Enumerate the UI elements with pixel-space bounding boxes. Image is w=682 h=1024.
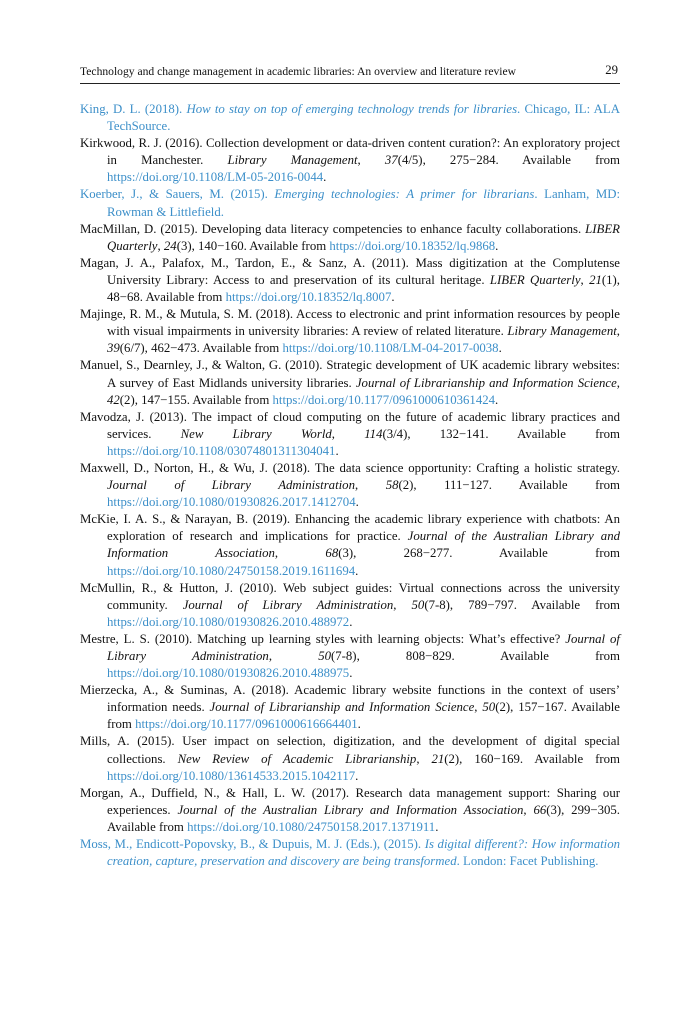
reference-entry: [80, 460, 620, 511]
reference-entry[interactable]: [80, 836, 620, 870]
reference-entry: [80, 631, 620, 682]
doi-link[interactable]: https://doi.org/10.1177/0961000616664401: [135, 717, 358, 732]
header-rule: [80, 83, 620, 84]
reference-italic-text: New Library World: [180, 426, 332, 441]
reference-text: .: [357, 717, 361, 732]
reference-text: ,: [157, 238, 164, 253]
doi-link[interactable]: https://doi.org/10.1080/13614533.2015.1042117: [107, 768, 356, 783]
reference-text: (6/7), 462−473. Available from: [119, 341, 283, 356]
reference-italic-text: LIBER Quarterly: [107, 221, 620, 253]
reference-text: .: [435, 819, 439, 834]
reference-text: Moss, M., Endicott-Popovsky, B., & Dupuis, M. J. (Eds.), (2015).: [80, 837, 425, 852]
reference-text: Maxwell, D., Norton, H., & Wu, J. (2018). The data science opportunity: Crafting a holistic strategy.: [80, 460, 620, 475]
doi-link[interactable]: https://doi.org/10.1108/LM-04-2017-0038: [282, 341, 499, 356]
reference-entry: [80, 682, 620, 733]
reference-italic-text: 39: [107, 341, 120, 356]
reference-italic-text: Journal of Library Administration: [182, 597, 394, 612]
reference-text: . Lanham, MD: Rowman & Littlefield.: [107, 187, 620, 219]
reference-text: Kirkwood, R. J. (2016). Collection development or data-driven content curation?: An exploratory project in Manchester.: [80, 136, 620, 168]
running-header: [80, 63, 620, 83]
reference-text: .: [349, 614, 353, 629]
reference-entry: [80, 255, 620, 306]
reference-text: .: [495, 392, 499, 407]
running-title: Technology and change management in academic libraries: An overview and literature review: [80, 65, 517, 78]
reference-italic-text: 50: [482, 700, 496, 715]
reference-text: .: [391, 290, 395, 305]
reference-entry: [80, 135, 620, 186]
reference-text: . London: Facet Publishing.: [456, 854, 599, 869]
reference-italic-text: Library Management: [227, 153, 358, 168]
reference-text: Magan, J. A., Palafox, M., Tardon, E., & Sanz, A. (2011). Mass digitization at the Complutense University Library: Access to and preservation of its cultural heritage.: [80, 255, 620, 287]
doi-link[interactable]: https://doi.org/10.1080/24750158.2017.1371911: [187, 819, 436, 834]
reference-italic-text: 58: [385, 478, 399, 493]
reference-italic-text: 21: [431, 751, 445, 766]
doi-link[interactable]: https://doi.org/10.18352/lq.9868: [329, 238, 496, 253]
reference-text: (2), 157−167. Available from: [107, 700, 620, 732]
reference-italic-text: 50: [318, 649, 331, 663]
reference-text: (2), 147−155. Available from: [119, 392, 273, 407]
reference-italic-text: New Review of Academic Librarianship: [177, 751, 417, 766]
reference-text: .: [355, 768, 359, 783]
reference-text: Mierzecka, A., & Suminas, A. (2018). Academic library website functions in the context of users’ information needs.: [80, 683, 620, 715]
reference-italic-text: Journal of Library Administration: [107, 631, 620, 663]
reference-text: Mills, A. (2015). User impact on selection, digitization, and the development of digital special collections.: [80, 734, 620, 766]
reference-text: .: [495, 238, 499, 253]
reference-text: ,: [523, 802, 534, 817]
reference-italic-text: Journal of the Australian Library and Information Association: [107, 529, 620, 561]
reference-text: King, D. L. (2018).: [80, 102, 187, 116]
reference-text: (7-8), 789−797. Available from: [424, 597, 620, 612]
reference-text: ,: [274, 546, 326, 561]
reference-text: (1), 48−68. Available from: [107, 272, 620, 305]
reference-italic-text: How to stay on top of emerging technology trends for libraries: [186, 102, 518, 116]
reference-text: ,: [354, 478, 386, 493]
reference-text: (3), 140−160. Available from: [176, 238, 330, 253]
reference-entry[interactable]: [80, 186, 620, 220]
reference-italic-text: Journal of Librarianship and Information Science: [355, 375, 617, 390]
reference-entry: [80, 580, 620, 631]
reference-text: (3), 299−305. Available from: [107, 802, 620, 834]
reference-text: MacMillan, D. (2015). Developing data literacy competencies to enhance faculty collaborations.: [80, 221, 586, 236]
reference-italic-text: Is digital different?: How information creation, capture, preservation and discovery are being transformed: [107, 837, 620, 869]
reference-italic-text: 114: [364, 426, 383, 441]
reference-text: (3), 268−277. Available from: [338, 546, 620, 561]
doi-link[interactable]: https://doi.org/10.1080/01930826.2010.488972: [107, 614, 350, 629]
reference-entry: [80, 409, 620, 460]
reference-text: ,: [474, 700, 483, 715]
reference-entry: [80, 511, 620, 579]
doi-link[interactable]: https://doi.org/10.18352/lq.8007: [225, 290, 392, 305]
reference-text: (2), 160−169. Available from: [444, 751, 620, 766]
reference-italic-text: Journal of Library Administration: [107, 478, 355, 493]
reference-entry: [80, 785, 620, 836]
reference-entry: [80, 357, 620, 408]
reference-italic-text: Emerging technologies: A primer for librarians: [274, 187, 535, 202]
reference-text: ,: [580, 272, 590, 287]
reference-italic-text: Journal of Librarianship and Information Science: [209, 700, 475, 715]
reference-text: ,: [393, 597, 412, 612]
reference-text: Mestre, L. S. (2010). Matching up learning styles with learning objects: What’s effective?: [80, 631, 566, 646]
reference-italic-text: 21: [589, 272, 602, 287]
reference-list: [80, 101, 620, 870]
doi-link[interactable]: https://doi.org/10.1108/03074801311304041: [107, 443, 336, 458]
reference-text: (7-8), 808−829. Available from: [330, 649, 620, 663]
reference-text: McKie, I. A. S., & Narayan, B. (2019). Enhancing the academic library experience with chatbots: An exploration of research and implications for practice.: [80, 512, 620, 544]
reference-text: .: [355, 563, 359, 578]
reference-text: .: [498, 341, 502, 356]
reference-italic-text: 42: [107, 392, 120, 407]
reference-entry: [80, 306, 620, 357]
reference-italic-text: Journal of the Australian Library and Information Association: [177, 802, 524, 817]
reference-text: ,: [268, 649, 319, 663]
reference-text: ,: [616, 375, 620, 390]
reference-text: . Chicago, IL: ALA TechSource.: [107, 102, 620, 134]
reference-text: (3/4), 132−141. Available from: [382, 426, 620, 441]
reference-text: (4/5), 275−284. Available from: [397, 153, 620, 168]
reference-text: Majinge, R. M., & Mutula, S. M. (2018). Access to electronic and print information resources by people with visual impairments in university libraries: A review of related literature.: [80, 307, 620, 339]
page-number: 29: [605, 63, 618, 77]
doi-link[interactable]: https://doi.org/10.1080/01930826.2010.488975: [107, 666, 350, 681]
reference-entry[interactable]: [80, 101, 620, 135]
reference-italic-text: 68: [325, 546, 339, 561]
reference-italic-text: Library Management: [507, 324, 617, 339]
reference-text: .: [335, 443, 339, 458]
reference-text: (2), 111−127. Available from: [398, 478, 620, 493]
reference-text: ,: [331, 426, 365, 441]
reference-text: Mavodza, J. (2013). The impact of cloud computing on the future of academic library practices and services.: [80, 409, 620, 441]
reference-text: Manuel, S., Dearnley, J., & Walton, G. (2010). Strategic development of UK academic library websites: A survey of East Midlands university libraries.: [80, 358, 620, 390]
reference-italic-text: LIBER Quarterly: [489, 272, 581, 287]
reference-text: .: [349, 666, 353, 681]
doi-link[interactable]: https://doi.org/10.1080/24750158.2019.1611694: [107, 563, 356, 578]
reference-text: ,: [616, 324, 620, 339]
reference-entry: [80, 221, 620, 255]
reference-text: Koerber, J., & Sauers, M. (2015).: [80, 187, 275, 202]
reference-italic-text: 24: [163, 238, 177, 253]
reference-entry: [80, 733, 620, 784]
reference-text: ,: [416, 751, 432, 766]
reference-text: Morgan, A., Duffield, N., & Hall, L. W. (2017). Research data management support: Sharing our experiences.: [80, 785, 620, 817]
reference-italic-text: 37: [384, 153, 398, 168]
reference-italic-text: 66: [533, 802, 547, 817]
doi-link[interactable]: https://doi.org/10.1177/0961000610361424: [272, 392, 496, 407]
doi-link[interactable]: https://doi.org/10.1108/LM-05-2016-0044: [107, 170, 324, 185]
reference-italic-text: 50: [411, 597, 425, 612]
reference-text: McMullin, R., & Hutton, J. (2010). Web subject guides: Virtual connections across the university community.: [80, 580, 620, 612]
reference-text: ,: [357, 153, 385, 168]
doi-link[interactable]: https://doi.org/10.1080/01930826.2017.1412704: [107, 495, 356, 510]
reference-text: .: [323, 170, 327, 185]
reference-text: .: [355, 495, 359, 510]
